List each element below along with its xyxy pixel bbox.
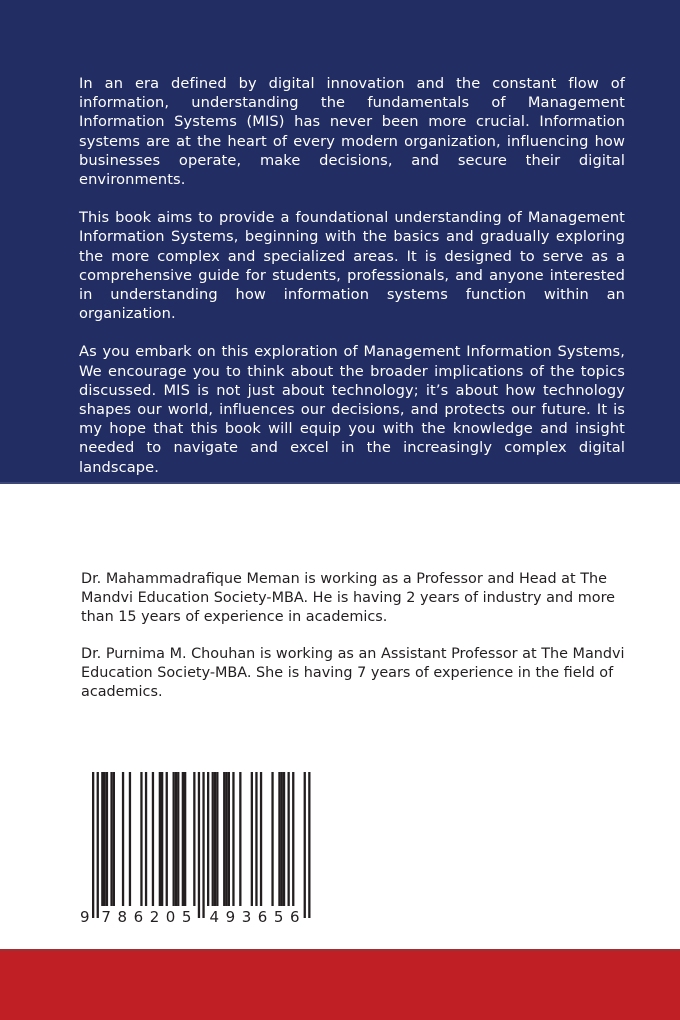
blurb-paragraph: As you embark on this exploration of Management Information Systems, We encourage you to think about the broader implications of the topics discussed. MIS is not just about technology; it’s about how technology shapes our world, influences our decisions, and protects our future. It is my hope that this book will equip you with the knowledge and insight needed to navigate and excel in the increasingly complex digital landscape. <box>79 343 625 476</box>
svg-text:3: 3 <box>241 908 252 924</box>
isbn-barcode <box>80 772 320 924</box>
blurb-paragraph: In an era defined by digital innovation and the constant flow of information, understanding the fundamentals of Management Information Systems (MIS) has never been more crucial. Information systems are at the heart of every modern organization, influencing how businesses operate, make decisions, and secure their digital environments. <box>79 75 625 189</box>
svg-text:9: 9 <box>225 908 236 924</box>
blurb-paragraph: This book aims to provide a foundational understanding of Management Information Systems, beginning with the basics and gradually exploring the more complex and specialized areas. It is designed to serve as a comprehensive guide for students, professionals, and anyone interested in understanding how information systems function within an organization. <box>79 209 625 323</box>
svg-text:2: 2 <box>149 908 160 924</box>
bottom-color-band <box>0 949 680 1020</box>
svg-text:4: 4 <box>209 908 220 924</box>
svg-text:9: 9 <box>80 908 90 924</box>
author-bio-meman: Dr. Mahammadrafique Meman is working as a Professor and Head at The Mandvi Education Society-MBA. He is having 2 years of industry and more than 15 years of experience in academics. <box>81 571 616 625</box>
author-bio-chouhan: Dr. Purnima M. Chouhan is working as an Assistant Professor at The Mandvi Education Society-MBA. She is having 7 years of experience in the field of academics. <box>81 646 625 700</box>
svg-text:0: 0 <box>165 908 176 924</box>
svg-text:5: 5 <box>273 908 284 924</box>
svg-text:6: 6 <box>290 908 300 924</box>
svg-text:6: 6 <box>133 908 144 924</box>
author-bios <box>81 570 631 720</box>
book-blurb <box>79 74 625 477</box>
svg-text:7: 7 <box>101 908 111 924</box>
svg-text:5: 5 <box>181 908 192 924</box>
back-cover-blurb-panel <box>0 0 680 484</box>
svg-text:6: 6 <box>257 908 268 924</box>
barcode-icon <box>80 772 320 924</box>
svg-text:8: 8 <box>117 908 128 924</box>
